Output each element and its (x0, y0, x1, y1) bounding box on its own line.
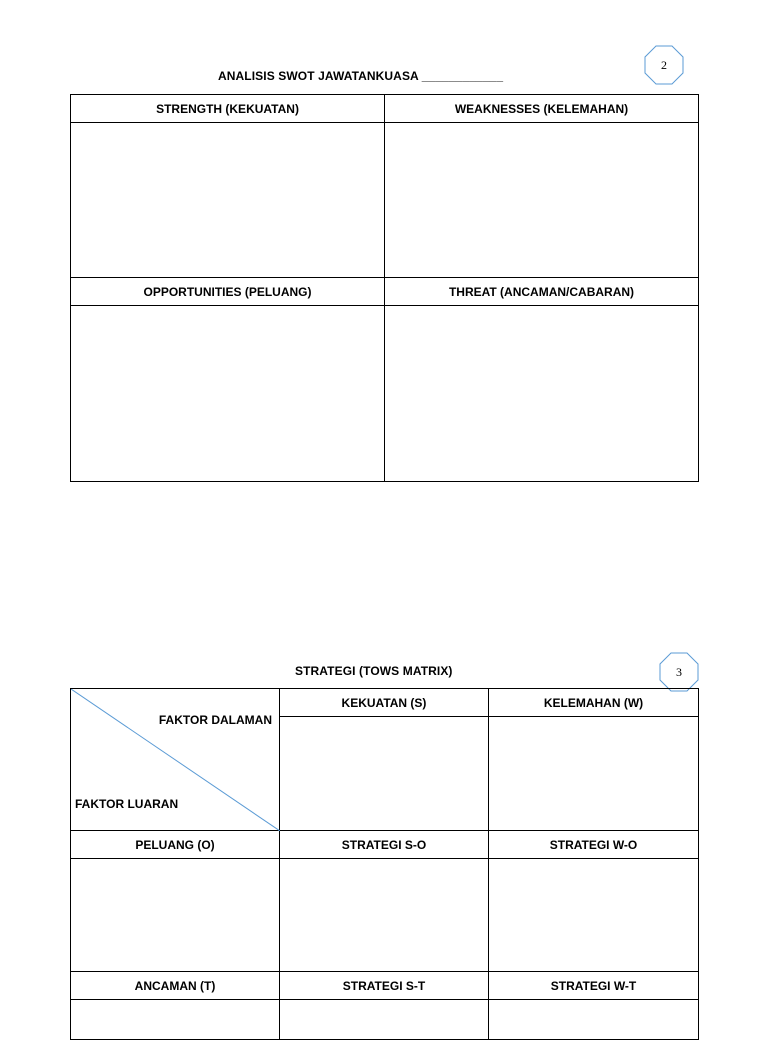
kelemahan-header: KELEMAHAN (W) (489, 689, 699, 717)
opportunities-header: OPPORTUNITIES (PELUANG) (71, 278, 385, 306)
peluang-header: PELUANG (O) (71, 831, 280, 859)
faktor-dalaman-label: FAKTOR DALAMAN (158, 713, 272, 727)
weaknesses-cell[interactable] (385, 123, 699, 278)
strategi-wo-cell[interactable] (489, 859, 699, 972)
strategi-so-cell[interactable] (280, 859, 489, 972)
threat-cell[interactable] (385, 306, 699, 482)
page-number: 3 (676, 665, 682, 679)
swot-title: ANALISIS SWOT JAWATANKUASA ____________ (218, 69, 504, 83)
strategi-wt-cell[interactable] (489, 1000, 699, 1040)
kelemahan-cell[interactable] (489, 717, 699, 831)
kekuatan-cell[interactable] (280, 717, 489, 831)
threat-header: THREAT (ANCAMAN/CABARAN) (385, 278, 699, 306)
strategi-wo-header: STRATEGI W-O (489, 831, 699, 859)
page-number-badge (659, 652, 699, 692)
faktor-luaran-label: FAKTOR LUARAN (75, 797, 179, 811)
page-number: 2 (661, 58, 667, 72)
strength-header: STRENGTH (KEKUATAN) (71, 95, 385, 123)
ancaman-cell[interactable] (71, 1000, 280, 1040)
page-number-badge (644, 45, 684, 85)
tows-table (70, 688, 699, 1040)
ancaman-header: ANCAMAN (T) (71, 972, 280, 1000)
opportunities-cell[interactable] (71, 306, 385, 482)
weaknesses-header: WEAKNESSES (KELEMAHAN) (385, 95, 699, 123)
swot-table (70, 94, 699, 482)
faktor-corner-cell (71, 689, 280, 831)
strategi-st-header: STRATEGI S-T (280, 972, 489, 1000)
kekuatan-header: KEKUATAN (S) (280, 689, 489, 717)
strategi-so-header: STRATEGI S-O (280, 831, 489, 859)
strategi-st-cell[interactable] (280, 1000, 489, 1040)
strength-cell[interactable] (71, 123, 385, 278)
tows-title: STRATEGI (TOWS MATRIX) (295, 664, 453, 678)
strategi-wt-header: STRATEGI W-T (489, 972, 699, 1000)
peluang-cell[interactable] (71, 859, 280, 972)
